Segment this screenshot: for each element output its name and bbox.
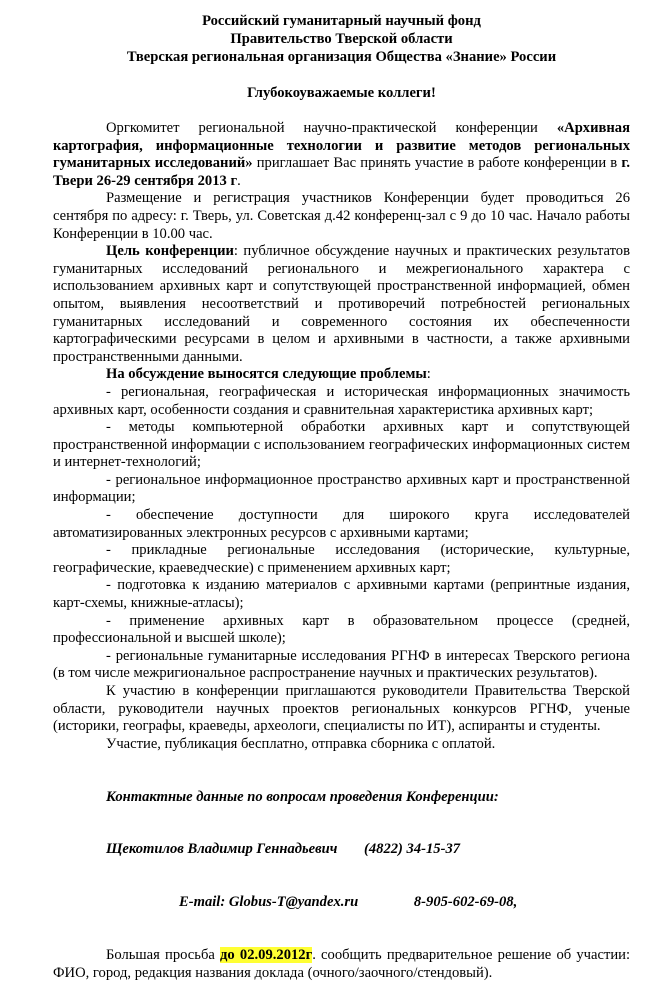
request-paragraph [53,947,630,982]
contacts-heading: Контактные данные по вопросам проведения Конференции: [106,788,499,805]
conference-place-date: г. Твери 26-29 сентября 2013 г [53,155,631,189]
header-org-2: Правительство Тверской области [230,31,453,47]
header-org-3: Тверская региональная организация Общества «Знание» России [126,49,557,65]
request-text-2: . сообщить предварительное решение об участии: ФИО, город, редакция названия доклада (очного/заочного/стендовый). [53,946,630,981]
contact-email-row [53,894,630,912]
intro-text-3: . [237,172,241,189]
invited-paragraph: К участию в конференции приглашаются руководители Правительства Тверской области, руководители научных проектов региональных конкурсов РГНФ, ученые (историки, географы, краеведы, археологи, специалисты по ИТ), аспиранты и студенты. [53,683,630,735]
contact-person-row [53,841,630,859]
problem-item: - обеспечение доступности для широкого круга исследователей автоматизированных электронных ресурсов с архивными картами; [53,507,630,541]
goal-label: Цель конференции [106,243,234,260]
problems-label-suffix: : [426,366,431,383]
problem-item: - региональная, географическая и историческая информационных значимость архивных карт, особенности создания и сравнительная характеристика архивных карт; [53,383,630,418]
intro-text-2: приглашает Вас принять участие в работе конференции в [252,155,622,172]
contacts-block [53,753,630,947]
problem-item: - региональные гуманитарные исследования РГНФ в интересах Тверского региона (в том числе межригиональное распространение научных и практических результатов). [53,647,630,682]
contact-email-link[interactable]: Globus-T@yandex.ru [228,894,359,911]
request-text-1: Большая просьба [106,946,221,963]
problem-item: - подготовка к изданию материалов с архивными картами (репринтные издания, карт-схемы, книжные-атласы); [53,577,630,612]
problem-item: - прикладные региональные исследования (исторические, культурные, географические, краеведческие) с применением архивных карт; [53,542,630,576]
contact-name: Щекотилов Владимир Геннадьевич [106,841,338,858]
problem-item: - региональное информационное пространство архивных карт и пространственной информации; [53,471,630,506]
contact-phone: (4822) 34-15-37 [364,841,461,858]
deadline-highlight: до 02.09.2012г [220,946,313,963]
intro-text-1: Оргкомитет региональной научно-практической конференции [106,120,557,136]
email-label: E-mail: [179,894,229,911]
goal-paragraph [53,243,630,366]
problem-item: - методы компьютерной обработки архивных карт и сопутствующей пространственной информации с использованием географических информационных систем и интернет-технологий; [53,419,630,471]
problems-label: На обсуждение выносятся следующие проблемы [106,366,427,383]
conference-title: «Архивная картография, информационные технологии и развитие методов региональных гуманитарных исследований» [53,120,630,172]
greeting: Глубокоуважаемые коллеги! [247,85,436,101]
intro-paragraph [53,120,630,190]
goal-text: : публичное обсуждение научных и практических результатов гуманитарных исследований регионального и межрегионального характера с использованием архивных карт и сопутствующей пространственной информацией, обмен опытом, выявления несоответствий и противоречий потребностей региональных гуманитарных исследований и современного состояния их обеспеченности картографическими ресурсами в целом и архивными в частности, а также архивными пространственными данными. [53,243,630,365]
problem-item: - применение архивных карт в образовательном процессе (средней, профессиональной и высшей школе); [53,612,630,647]
problems-heading [53,366,630,384]
registration-paragraph: Размещение и регистрация участников Конференции будет проводиться 26 сентября по адресу: г. Тверь, ул. Советская д.42 конференц-зал с 9 до 10 час. Начало работы Конференции в 10.00 час. [53,190,630,242]
fees-paragraph: Участие, публикация бесплатно, отправка сборника с оплатой. [106,735,496,752]
contact-mobile: 8-905-602-69-08, [413,894,518,911]
header-org-1: Российский гуманитарный научный фонд [202,13,481,29]
